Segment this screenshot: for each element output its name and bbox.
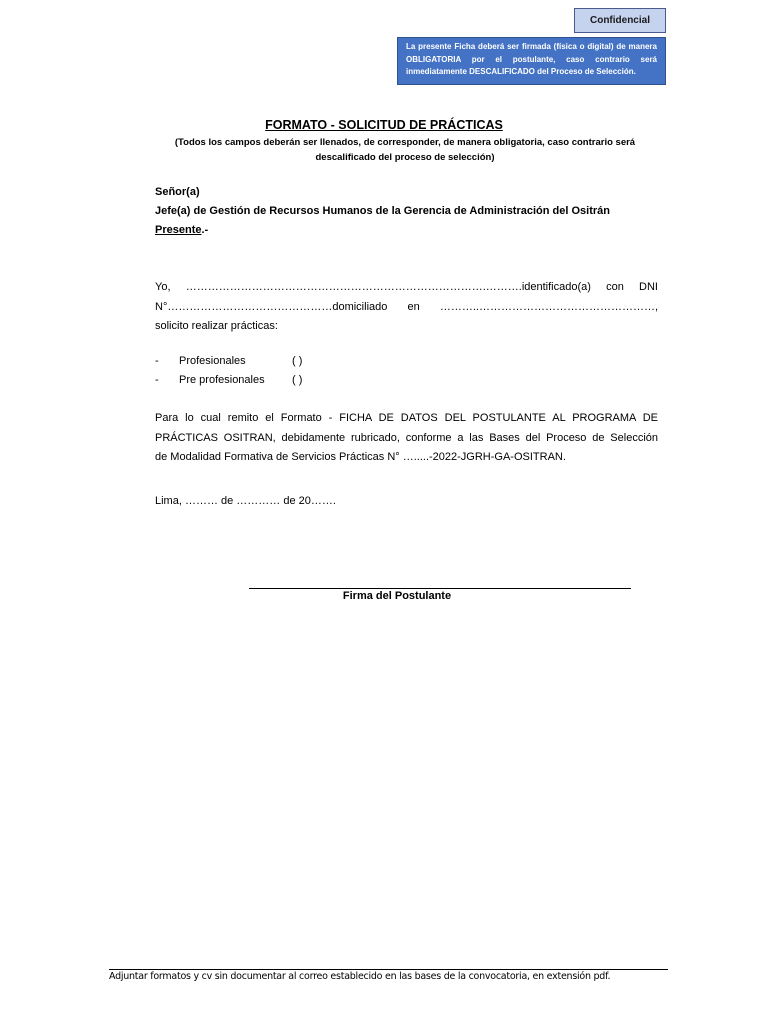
signature-line [249, 588, 631, 589]
option-checkbox: ( ) [292, 374, 303, 386]
document-title: FORMATO - SOLICITUD DE PRÁCTICAS [265, 118, 503, 132]
document-subtitle: (Todos los campos deberán ser llenados, de corresponder, de manera obligatoria, caso contrario será descalificado del proceso de selección) [174, 137, 636, 163]
addressee-position: Jefe(a) de Gestión de Recursos Humanos de la Gerencia de Administración del Ositrán [155, 205, 611, 217]
footer-note: Adjuntar formatos y cv sin documentar al correo establecido en las bases de la convocatoria, en extensión pdf. [109, 971, 611, 982]
signature-notice-text: La presente Ficha deberá ser firmada (física o digital) de manera OBLIGATORIA por el postulante, caso contrario será inmediatamente DESCALIFICADO del Proceso de Selección. [406, 42, 657, 76]
option-label: Pre profesionales [179, 374, 265, 386]
remit-line-2: PRÁCTICAS OSITRAN, debidamente rubricado, conforme a las Bases del Proceso de Selección [155, 431, 658, 444]
addressee-salutation: Señor(a) [155, 186, 200, 198]
request-line-name: Yo, ……………………………………………………………………….……….identificado(a) con DNI [155, 281, 658, 293]
confidential-badge [574, 8, 666, 33]
footer-rule [109, 969, 668, 970]
option-checkbox: ( ) [292, 355, 303, 367]
addressee-present [155, 224, 208, 236]
signature-label: Firma del Postulante [342, 590, 452, 602]
option-label: Profesionales [179, 355, 246, 367]
option-bullet: - [155, 374, 159, 386]
date-line: Lima, ……… de ………… de 20……. [155, 495, 336, 507]
present-suffix: .- [201, 224, 209, 236]
request-paragraph [155, 278, 658, 337]
remit-line-3: de Modalidad Formativa de Servicios Prácticas N° ….....-2022-JGRH-GA-OSITRAN. [155, 451, 566, 463]
option-bullet: - [155, 355, 159, 367]
confidential-label: Confidencial [589, 15, 650, 26]
remit-paragraph [155, 409, 658, 468]
remit-line-1: Para lo cual remito el Formato - FICHA DE DATOS DEL POSTULANTE AL PROGRAMA DE [155, 412, 658, 424]
signature-notice-box [397, 37, 666, 85]
present-word: Presente [155, 224, 202, 236]
request-line-address: N°………………………………………domiciliado en ………..…………………………………………, [155, 300, 658, 313]
request-line-solicit: solicito realizar prácticas: [155, 320, 278, 332]
